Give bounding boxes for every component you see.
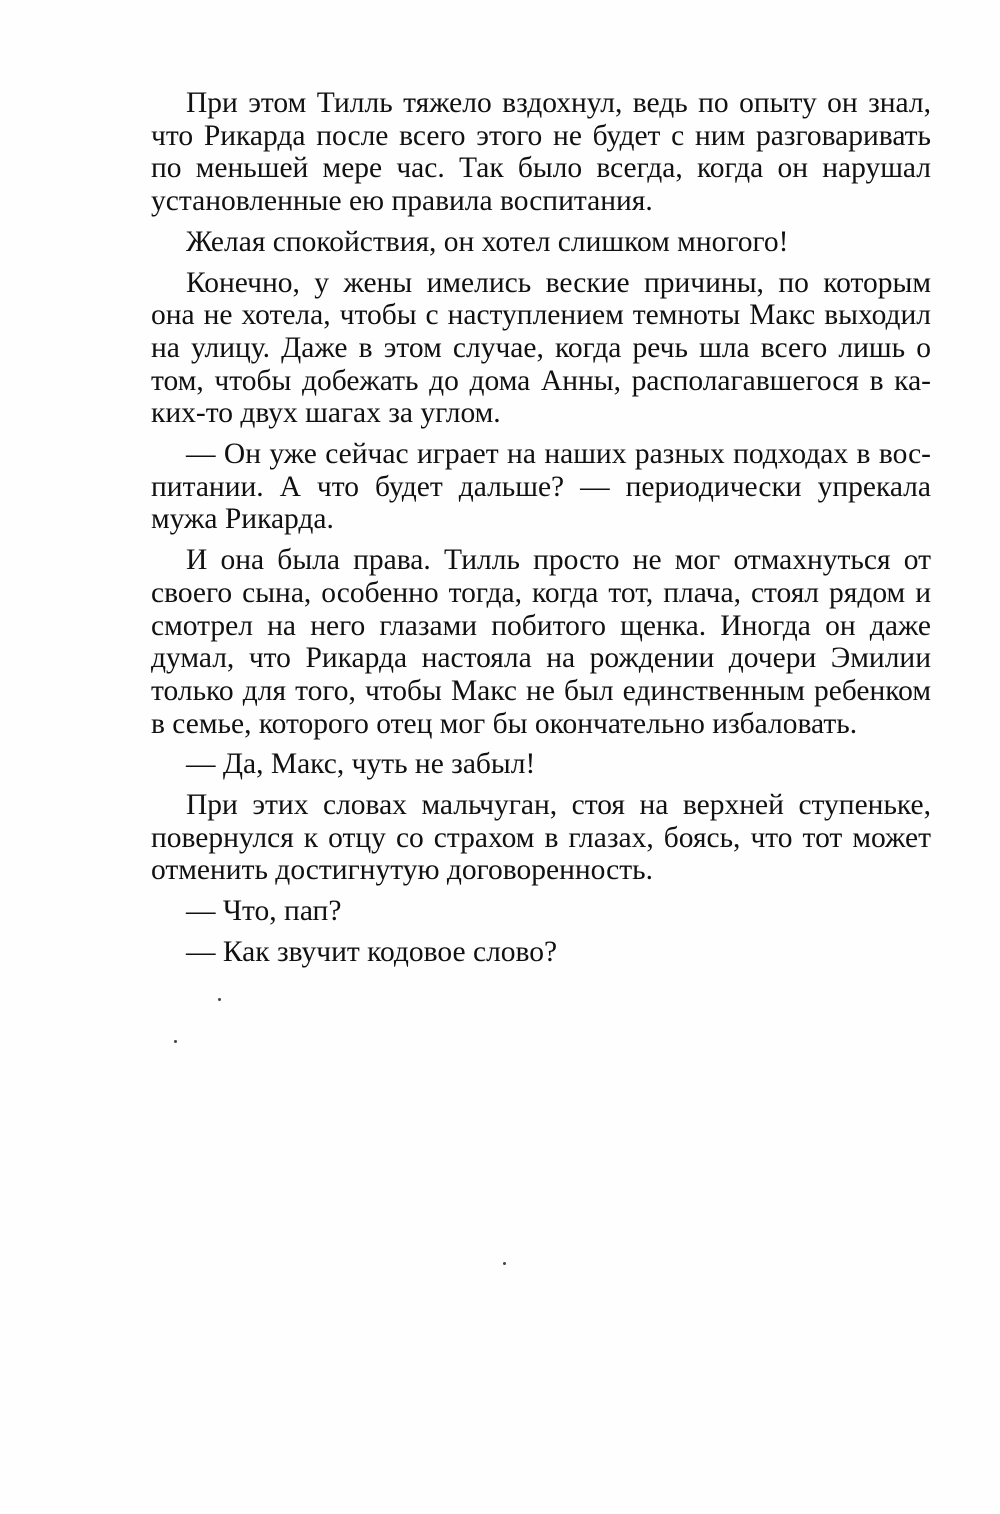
paragraph: Конечно, у жены имелись веские причины, по которым она не хотела, чтобы с наступлением темноты Макс выходил на улицу. Даже в этом случае, когда речь шла всего лишь о том, чтобы добежать до дома Анны, располагавшегося в каких-то двух шагах за углом. — [151, 266, 931, 430]
dialogue-line: — Что, пап? — [186, 895, 342, 928]
print-speck — [503, 1262, 506, 1265]
dialogue-line: — Да, Макс, чуть не забыл! — [186, 748, 536, 781]
paragraph: При этом Тилль тяжело вздохнул, ведь по опыту он знал, что Рикарда после всего этого не будет с ним разговаривать по меньшей мере час. Так было всегда, когда он нарушал установленные ею правила воспитания. — [151, 87, 931, 218]
print-speck — [218, 998, 221, 1001]
paragraph: Желая спокойствия, он хотел слишком многого! — [186, 225, 789, 258]
print-speck — [174, 1040, 177, 1043]
paragraph: И она была права. Тилль просто не мог отмахнуться от своего сына, особенно тогда, когда тот, плача, стоял рядом и смотрел на него глазами побитого щенка. Иногда он даже думал, что Рикарда настояла на рождении дочери Эмилии только для того, чтобы Макс не был единственным ребенком в семье, которого отец мог бы окончательно избаловать. — [151, 544, 931, 740]
page-body-text — [151, 87, 931, 977]
dialogue-line: — Он уже сейчас играет на наших разных подходах в воспитании. А что будет дальше? — периодически упрекала мужа Рикарда. — [151, 438, 931, 536]
paragraph: При этих словах мальчуган, стоя на верхней ступеньке, повернулся к отцу со страхом в глазах, боясь, что тот может отменить достигнутую договоренность. — [151, 789, 931, 887]
dialogue-line: — Как звучит кодовое слово? — [186, 935, 558, 968]
